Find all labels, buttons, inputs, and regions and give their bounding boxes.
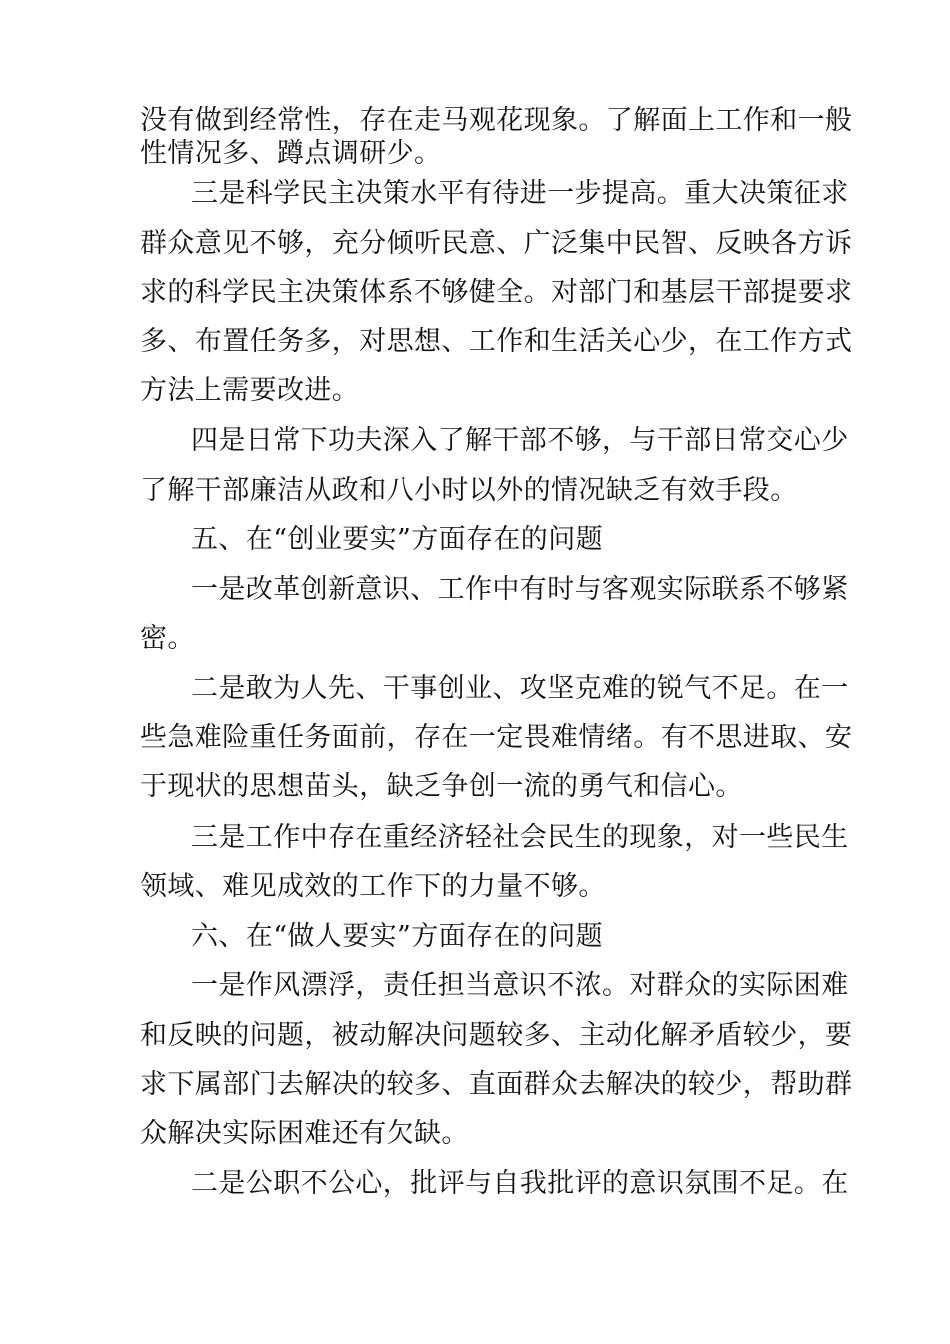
paragraph-line: 一是改革创新意识、工作中有时与客观实际联系不够紧 bbox=[191, 574, 849, 605]
text-line: 密。 bbox=[140, 623, 195, 654]
paragraph-line: 一是作风漂浮，责任担当意识不浓。对群众的实际困难 bbox=[191, 970, 849, 1001]
paragraph-line: 三是科学民主决策水平有待进一步提高。重大决策征求 bbox=[191, 178, 849, 209]
text-line: 性情况多、蹲点调研少。 bbox=[140, 138, 442, 169]
text-line: 众解决实际困难还有欠缺。 bbox=[140, 1118, 469, 1149]
text-line: 些急难险重任务面前，存在一定畏难情绪。有不思进取、安 bbox=[140, 722, 853, 753]
text-line: 多、布置任务多，对思想、工作和生活关心少，在工作方式 bbox=[140, 326, 853, 357]
text-line: 求下属部门去解决的较多、直面群众去解决的较少，帮助群 bbox=[140, 1069, 853, 1100]
text-line: 求的科学民主决策体系不够健全。对部门和基层干部提要求 bbox=[140, 277, 853, 308]
text-line: 没有做到经常性，存在走马观花现象。了解面上工作和一般 bbox=[140, 105, 853, 136]
paragraph-line: 四是日常下功夫深入了解干部不够，与干部日常交心少 bbox=[191, 425, 849, 456]
text-line: 群众意见不够，充分倾听民意、广泛集中民智、反映各方诉 bbox=[140, 228, 853, 259]
section-heading: 六、在“做人要实”方面存在的问题 bbox=[191, 921, 604, 952]
section-heading: 五、在“创业要实”方面存在的问题 bbox=[191, 524, 604, 555]
paragraph-line: 二是公职不公心，批评与自我批评的意识氛围不足。在 bbox=[191, 1168, 849, 1199]
text-line: 和反映的问题，被动解决问题较多、主动化解矛盾较少，要 bbox=[140, 1020, 853, 1051]
text-line: 于现状的思想苗头，缺乏争创一流的勇气和信心。 bbox=[140, 771, 743, 802]
paragraph-line: 三是工作中存在重经济轻社会民生的现象，对一些民生 bbox=[191, 822, 849, 853]
text-line: 领域、难见成效的工作下的力量不够。 bbox=[140, 871, 606, 902]
text-line: 了解干部廉洁从政和八小时以外的情况缺乏有效手段。 bbox=[140, 475, 798, 506]
paragraph-line: 二是敢为人先、干事创业、攻坚克难的锐气不足。在一 bbox=[191, 673, 849, 704]
text-line: 方法上需要改进。 bbox=[140, 375, 360, 406]
